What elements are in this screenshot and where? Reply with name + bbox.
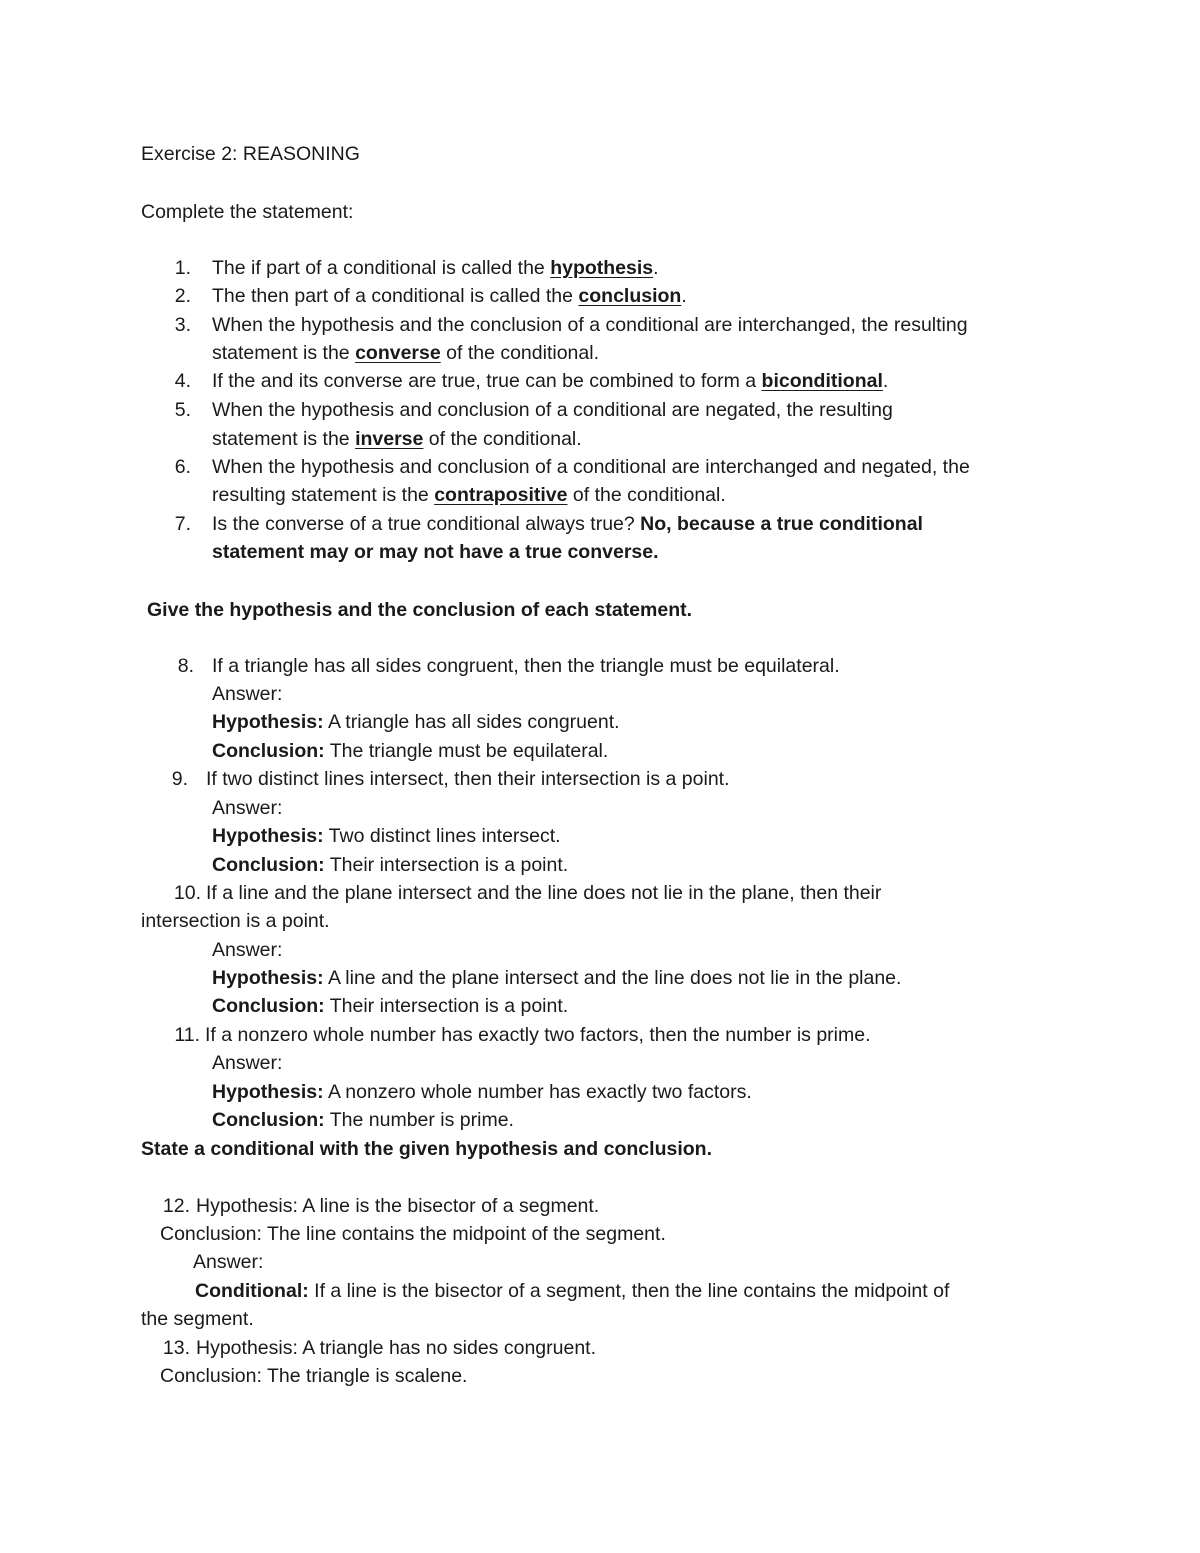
hypothesis-text: A triangle has all sides congruent.	[323, 711, 620, 733]
answer-text: No, because a true conditional	[640, 513, 923, 535]
item-text-pre: The if part of a conditional is called the	[212, 257, 551, 279]
conditional-text-line2: the segment.	[141, 1308, 254, 1330]
item-text-post: of the conditional.	[440, 342, 599, 364]
hypothesis-label: Hypothesis:	[212, 1081, 324, 1103]
item-number: 10.	[173, 882, 201, 904]
hypothesis-line	[212, 824, 561, 848]
item-number: 12.	[162, 1195, 190, 1217]
answer-label: Answer:	[212, 1052, 283, 1074]
conclusion-label: Conclusion:	[212, 1109, 325, 1131]
conclusion-text: Their intersection is a point.	[324, 995, 569, 1017]
hypothesis-label: Hypothesis:	[212, 967, 324, 989]
item-text	[212, 284, 687, 308]
answer-text: inverse	[355, 428, 424, 450]
conclusion-text: Their intersection is a point.	[324, 854, 569, 876]
answer-text-line2: statement may or may not have a true converse.	[212, 541, 659, 563]
conclusion-text: Conclusion: The line contains the midpoint of the segment.	[160, 1223, 666, 1245]
item-text-pre: statement is the	[212, 428, 356, 450]
item-number: 3.	[174, 314, 191, 336]
item-text-post: .	[653, 257, 659, 279]
hypothesis-text: Hypothesis: A line is the bisector of a segment.	[196, 1195, 600, 1217]
answer-label: Answer:	[212, 797, 283, 819]
conclusion-line	[212, 739, 608, 763]
item-number: 9.	[171, 768, 188, 790]
item-text-line1: When the hypothesis and the conclusion of a conditional are interchanged, the resulting	[212, 314, 968, 336]
answer-text: converse	[355, 342, 441, 364]
conclusion-text: The number is prime.	[324, 1109, 514, 1131]
answer-label: Answer:	[212, 683, 283, 705]
statement-text: If a nonzero whole number has exactly two factors, then the number is prime.	[205, 1024, 871, 1046]
hypothesis-text: Two distinct lines intersect.	[323, 825, 561, 847]
hypothesis-text: A line and the plane intersect and the line does not lie in the plane.	[323, 967, 902, 989]
item-text	[212, 256, 659, 280]
conditional-text: If a line is the bisector of a segment, then the line contains the midpoint of	[308, 1280, 950, 1302]
section3-heading: State a conditional with the given hypothesis and conclusion.	[141, 1138, 712, 1160]
answer-label: Answer:	[193, 1251, 264, 1273]
item-text	[212, 341, 599, 365]
item-number: 13.	[162, 1337, 190, 1359]
conclusion-label: Conclusion:	[212, 740, 325, 762]
conclusion-label: Conclusion:	[212, 854, 325, 876]
item-number: 4.	[174, 370, 191, 392]
item-text	[212, 369, 888, 393]
hypothesis-label: Hypothesis:	[212, 711, 324, 733]
conclusion-line	[212, 853, 568, 877]
item-number: 1.	[174, 257, 191, 279]
item-text-post: .	[882, 370, 889, 392]
item-number: 6.	[174, 456, 191, 478]
answer-text: hypothesis	[550, 257, 654, 279]
hypothesis-label: Hypothesis:	[212, 825, 324, 847]
item-text-line1: When the hypothesis and conclusion of a conditional are negated, the resulting	[212, 399, 893, 421]
item-number: 2.	[174, 285, 191, 307]
item-number: 5.	[174, 399, 191, 421]
hypothesis-line	[212, 966, 901, 990]
statement-text: If two distinct lines intersect, then their intersection is a point.	[206, 768, 730, 790]
answer-label: Answer:	[212, 939, 283, 961]
conclusion-text: Conclusion: The triangle is scalene.	[160, 1365, 468, 1387]
hypothesis-line	[212, 710, 620, 734]
conclusion-line	[212, 1108, 514, 1132]
item-text-pre: If the and its converse are true, true can be combined to form a	[212, 370, 762, 392]
item-text-post: of the conditional.	[567, 484, 726, 506]
conclusion-text: The triangle must be equilateral.	[324, 740, 609, 762]
section1-heading: Complete the statement:	[141, 201, 354, 223]
conditional-label: Conditional:	[195, 1280, 309, 1302]
answer-text: contrapositive	[434, 484, 568, 506]
hypothesis-line	[212, 1080, 752, 1104]
question-text: Is the converse of a true conditional always true?	[212, 513, 641, 535]
item-text	[212, 483, 726, 507]
item-text-post: of the conditional.	[423, 428, 582, 450]
statement-text-line2: intersection is a point.	[141, 910, 330, 932]
answer-text: biconditional	[761, 370, 883, 392]
hypothesis-text: A nonzero whole number has exactly two factors.	[323, 1081, 752, 1103]
conditional-line	[195, 1279, 949, 1303]
item-text-pre: statement is the	[212, 342, 356, 364]
conclusion-label: Conclusion:	[212, 995, 325, 1017]
page-title: Exercise 2: REASONING	[141, 143, 360, 165]
item-text-line1: When the hypothesis and conclusion of a conditional are interchanged and negated, the	[212, 456, 970, 478]
item-text	[212, 427, 582, 451]
item-text	[212, 512, 923, 536]
hypothesis-text: Hypothesis: A triangle has no sides congruent.	[196, 1337, 596, 1359]
statement-text: If a line and the plane intersect and the line does not lie in the plane, then their	[206, 882, 882, 904]
statement-text: If a triangle has all sides congruent, then the triangle must be equilateral.	[212, 655, 840, 677]
item-number: 11.	[174, 1024, 200, 1046]
conclusion-line	[212, 994, 568, 1018]
section2-heading: Give the hypothesis and the conclusion of each statement.	[147, 599, 693, 621]
item-text-pre: resulting statement is the	[212, 484, 435, 506]
item-number: 8.	[177, 655, 194, 677]
answer-text: conclusion	[578, 285, 682, 307]
item-number: 7.	[174, 513, 191, 535]
item-text-post: .	[681, 285, 687, 307]
item-text-pre: The then part of a conditional is called the	[212, 285, 579, 307]
